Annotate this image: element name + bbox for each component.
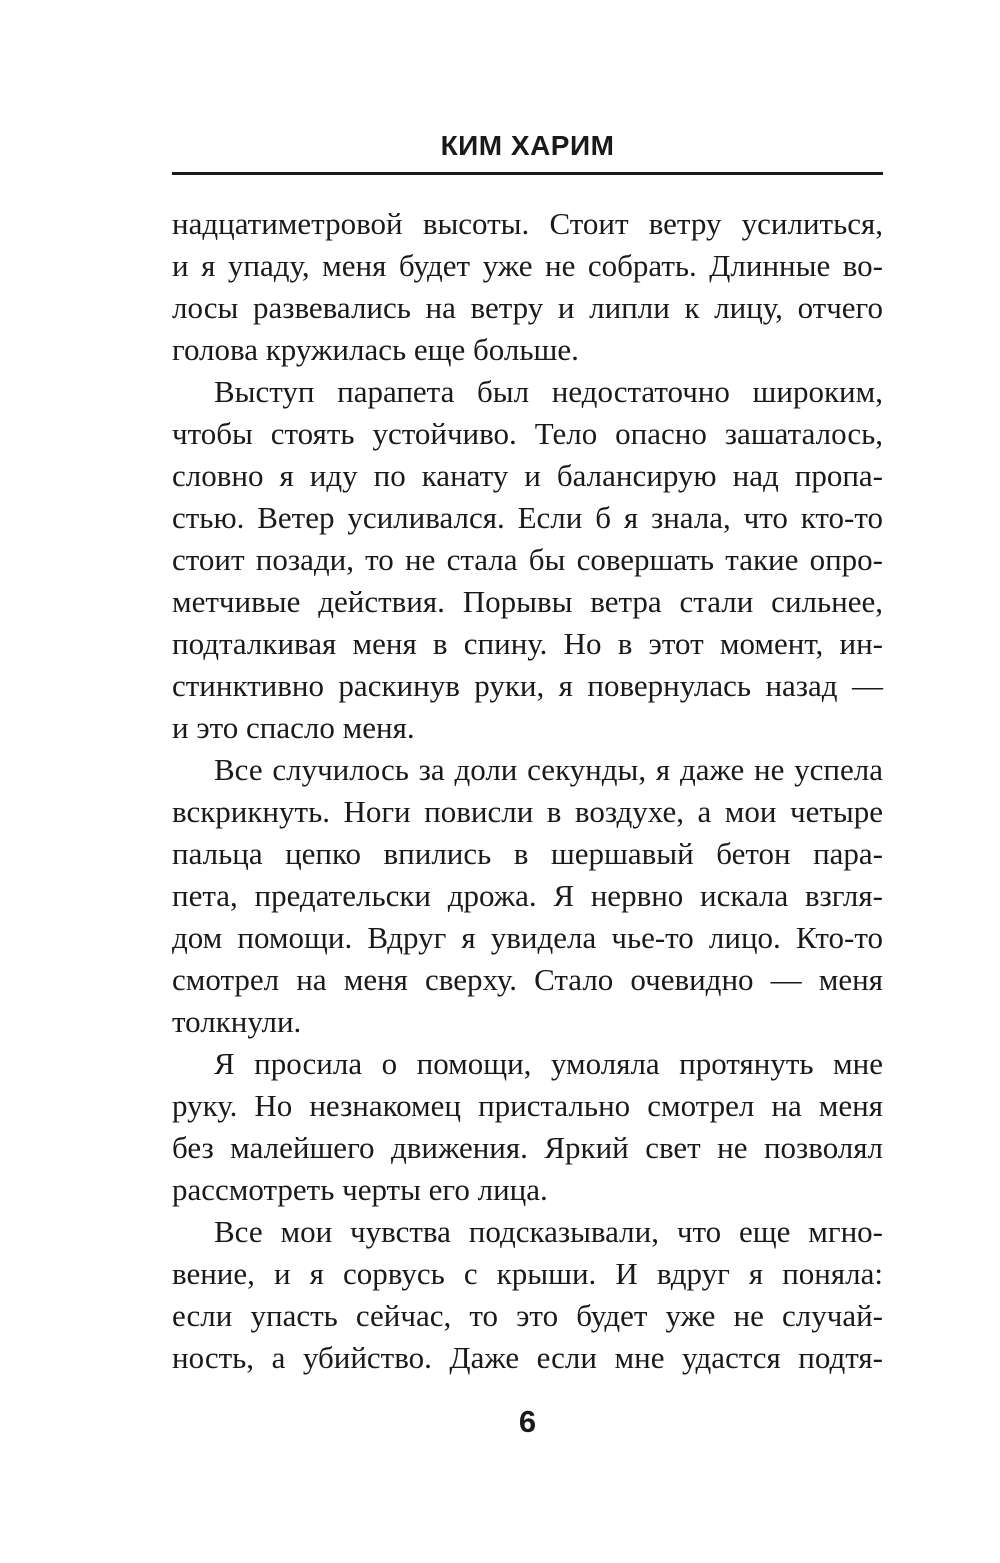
page-number: 6: [518, 1404, 537, 1439]
text-line: вскрикнуть. Ноги повисли в воздухе, а мои четыре: [172, 794, 883, 829]
running-head-author: КИМ ХАРИМ: [440, 130, 615, 161]
text-line: чтобы стоять устойчиво. Тело опасно зашаталось,: [172, 416, 883, 451]
text-line: смотрел на меня сверху. Стало очевидно — меня: [172, 962, 883, 997]
text-line: Выступ парапета был недостаточно широким,: [214, 374, 883, 409]
paragraph: [172, 203, 883, 371]
text-line: Все мои чувства подсказывали, что еще мгно-: [214, 1214, 883, 1249]
text-block: [172, 203, 883, 1379]
text-line: надцатиметровой высоты. Стоит ветру усилиться,: [172, 206, 883, 241]
text-line: стью. Ветер усиливался. Если б я знала, что кто-то: [172, 500, 883, 535]
text-line: руку. Но незнакомец пристально смотрел на меня: [172, 1088, 883, 1123]
text-line: словно я иду по канату и балансирую над пропа-: [172, 458, 883, 493]
paragraph: [172, 371, 883, 749]
paragraph: [172, 1043, 883, 1211]
text-line: метчивые действия. Порывы ветра стали сильнее,: [172, 584, 883, 619]
paragraph: [172, 1211, 883, 1379]
text-line: пета, предательски дрожа. Я нервно искала взгля-: [172, 878, 883, 913]
text-line: рассмотреть черты его лица.: [172, 1172, 548, 1207]
text-line: и это спасло меня.: [172, 710, 415, 745]
text-line: Все случилось за доли секунды, я даже не успела: [214, 752, 883, 787]
text-line: подталкивая меня в спину. Но в этот момент, ин-: [172, 626, 883, 661]
text-line: лосы развевались на ветру и липли к лицу, отчего: [172, 290, 883, 325]
text-line: пальца цепко впились в шершавый бетон пара-: [172, 836, 883, 871]
text-line: без малейшего движения. Яркий свет не позволял: [172, 1130, 883, 1165]
text-line: Я просила о помощи, умоляла протянуть мне: [214, 1046, 883, 1081]
header-rule: [172, 172, 883, 175]
text-line: ность, а убийство. Даже если мне удастся подтя-: [172, 1340, 883, 1375]
text-line: и я упаду, меня будет уже не собрать. Длинные во-: [172, 248, 883, 283]
text-line: стинктивно раскинув руки, я повернулась назад —: [172, 668, 883, 703]
text-line: если упасть сейчас, то это будет уже не случай-: [172, 1298, 883, 1333]
paragraph: [172, 749, 883, 1043]
text-line: стоит позади, то не стала бы совершать такие опро-: [172, 542, 883, 577]
text-line: толкнули.: [172, 1004, 302, 1039]
text-line: вение, и я сорвусь с крыши. И вдруг я поняла:: [172, 1256, 883, 1291]
text-line: дом помощи. Вдруг я увидела чье-то лицо. Кто-то: [172, 920, 883, 955]
text-line: голова кружилась еще больше.: [172, 332, 579, 367]
